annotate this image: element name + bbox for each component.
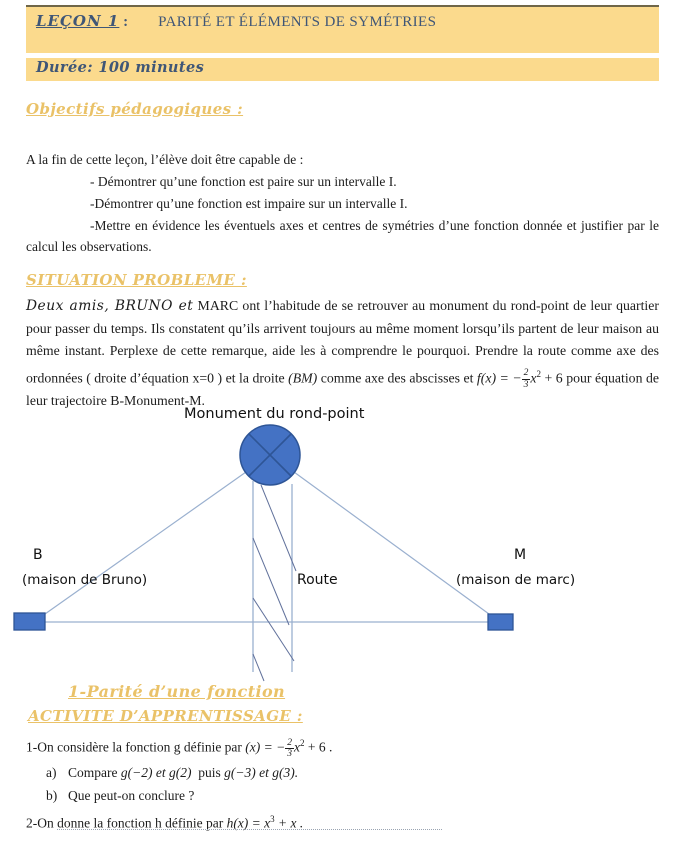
question-1: 1-On considère la fonction g définie par (x) = − $\frac{2}{3}$ $x^2 + 6$ . (26, 737, 333, 760)
page-bottom-cutoff-line (57, 829, 442, 830)
q2-formula-tail: + x . (274, 815, 304, 831)
lesson-number: LEÇON 1 (36, 12, 120, 30)
q1-fraction-two-thirds: $\frac{2}{3}$ (287, 737, 292, 760)
q1-formula-lhs: (x) = − (245, 739, 286, 755)
question-2: 2-On donne la fonction h définie par $h(x) = x^3 + x$ . (26, 814, 304, 831)
lesson-separator: : (119, 14, 129, 30)
path-to-marc-line (294, 472, 489, 614)
q1-formula-tail: + 6 . (304, 739, 333, 755)
situation-body-2: comme axe des abscisses et (317, 370, 477, 386)
marc-house-rect (488, 614, 513, 630)
objectives-heading: Objectifs pédagogiques : (26, 100, 244, 118)
bruno-house-label: (maison de Bruno) (22, 572, 148, 588)
roundabout-diagram (0, 393, 675, 683)
q2-formula: h(x) = x (226, 815, 271, 831)
q1-formula-exponent: 2 (300, 738, 305, 748)
q1a-label: a) (46, 765, 57, 780)
duration-band (26, 58, 659, 81)
q1a-g-3: g(3). (272, 765, 299, 780)
marc-house-label: (maison de marc) (456, 572, 576, 588)
situation-lead: Deux amis, BRUNO et (26, 298, 194, 314)
route-hatch-marks (253, 485, 296, 681)
q2-formula-exponent: 3 (270, 814, 275, 824)
q1-formula-var: x (294, 739, 300, 755)
lesson-header-band (26, 5, 659, 53)
bruno-point-label: B (33, 547, 43, 563)
lesson-title: PARITÉ ET ÉLÉMENTS DE SYMÉTRIES (158, 14, 437, 30)
objective-item-2: -Démontrer qu’une fonction est impaire sur un intervalle I. (90, 196, 408, 211)
q1a-g-neg2: g(−2) (120, 765, 153, 780)
question-1b: b) Que peut-on conclure ? (46, 785, 675, 806)
q1a-g-neg3: g(−3) (224, 765, 256, 780)
q1b-label: b) (46, 788, 58, 803)
learning-activity-heading: ACTIVITE D’APPRENTISSAGE : (28, 707, 303, 725)
path-to-bruno-line (45, 472, 246, 614)
fraction-two-thirds: $\frac{2}{3}$ (523, 368, 529, 390)
situation-bm: (BM) (288, 370, 318, 386)
situation-after-formula: pour équation de leur trajectoire B-Monument-M. (26, 370, 659, 409)
objective-item-1: - Démontrer qu’une fonction est paire sur un intervalle I. (90, 174, 397, 189)
situation-formula-exponent: 2 (536, 368, 542, 379)
objectives-intro: A la fin de cette leçon, l’élève doit être capable de : (26, 152, 304, 167)
objective-item-3: -Mettre en évidence les éventuels axes et centres de symétries d’une fonction donnée et justifier par le calcul les observations. (26, 218, 659, 254)
situation-formula-lhs: f(x) = − (476, 370, 522, 386)
situation-body-1: MARC ont l’habitude de se retrouver au monument du rond-point de leur quartier pour passer du temps. Ils constatent qu’ils arrivent toujours au même moment lorsqu’ils partent de leur maison au même instant. Perplexe de cette remarque, aide les à comprendre le pourquoi. Prendre la route comme axe des ordonnées ( droite d’équation x=0 ) et la droite (26, 298, 659, 386)
bruno-house-rect (14, 613, 45, 630)
situation-heading: SITUATION PROBLEME : (26, 271, 247, 289)
monument-label: Monument du rond-point (184, 406, 365, 422)
situation-formula-tail: + 6 (541, 370, 567, 386)
route-label: Route (297, 572, 338, 588)
parity-section-heading: 1-Parité d’une fonction (68, 682, 286, 701)
q1a-g-2: g(2) (168, 765, 192, 780)
duration-text: Durée: 100 minutes (36, 59, 205, 76)
marc-point-label: M (514, 547, 527, 563)
situation-formula-var: x (530, 370, 537, 386)
question-1a: a) Compare g(−2) et g(2) puis g(−3) et g(3). (46, 762, 675, 783)
